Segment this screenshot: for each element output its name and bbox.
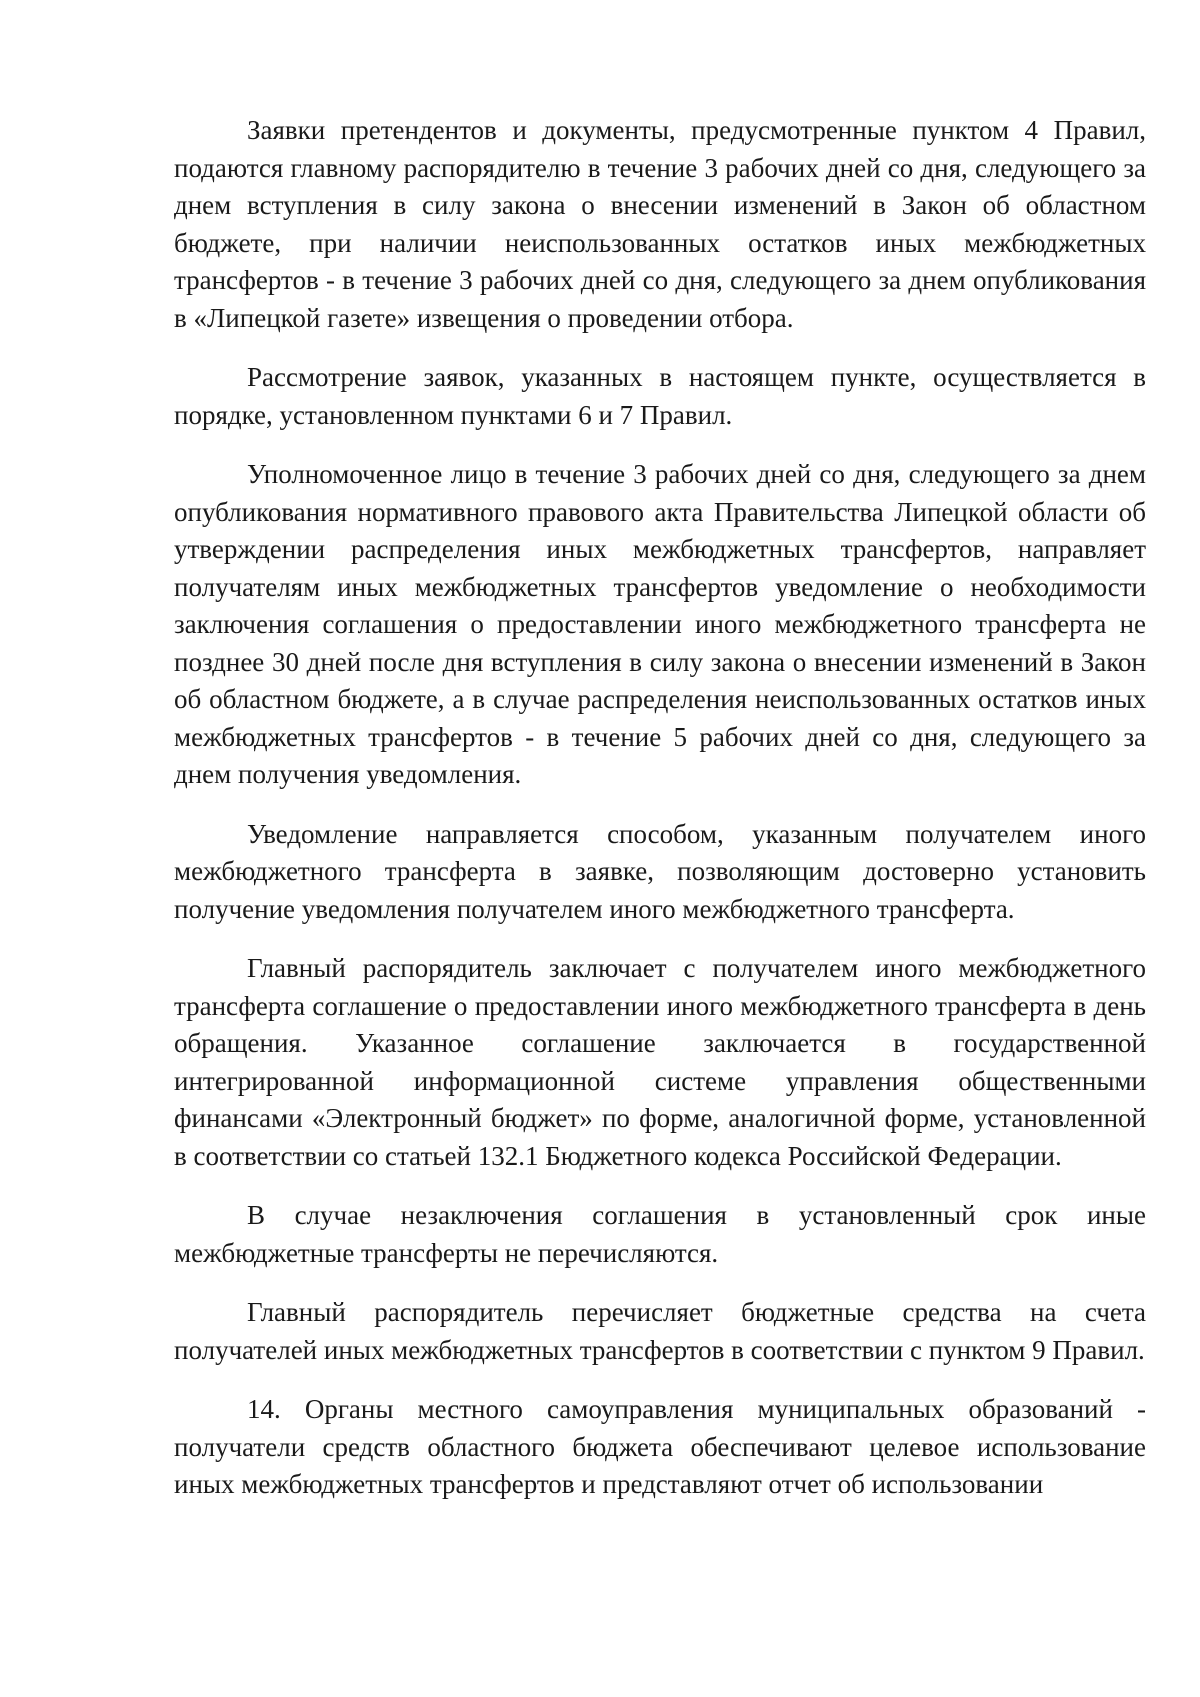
paragraph-funds-transfer: Главный распорядитель перечисляет бюджетные средства на счета получателей иных межбюджетных трансфертов в соответствии с пунктом 9 Правил. bbox=[174, 1297, 1146, 1365]
document-page bbox=[174, 112, 1146, 1504]
paragraph-authorized-person-notice: Уполномоченное лицо в течение 3 рабочих дней со дня, следующего за днем опубликования нормативного правового акта Правительства Липецкой области об утверждении распределения иных межбюджетных трансфертов, направляет получателям иных межбюджетных трансфертов уведомление о необходимости заключения соглашения о предоставлении иного межбюджетного трансферта не позднее 30 дней после дня вступления в силу закона о внесении изменений в Закон об областном бюджете, а в случае распределения неиспользованных остатков иных межбюджетных трансфертов - в течение 5 рабочих дней со дня, следующего за днем получения уведомления. bbox=[174, 459, 1146, 789]
paragraph-notice-method: Уведомление направляется способом, указанным получателем иного межбюджетного трансферта в заявке, позволяющим достоверно установить получение уведомления получателем иного межбюджетного трансферта. bbox=[174, 818, 1146, 924]
paragraph-no-agreement: В случае незаключения соглашения в установленный срок иные межбюджетные трансферты не перечисляются. bbox=[174, 1200, 1146, 1268]
paragraph-applications-submission: Заявки претендентов и документы, предусмотренные пунктом 4 Правил, подаются главному распорядителю в течение 3 рабочих дней со дня, следующего за днем вступления в силу закона о внесении изменений в Закон об областном бюджете, при наличии неиспользованных остатков иных межбюджетных трансфертов - в течение 3 рабочих дней со дня, следующего за днем опубликования в «Липецкой газете» извещения о проведении отбора. bbox=[174, 115, 1146, 333]
paragraph-applications-review: Рассмотрение заявок, указанных в настоящем пункте, осуществляется в порядке, установленном пунктами 6 и 7 Правил. bbox=[174, 362, 1146, 430]
paragraph-item-14: 14. Органы местного самоуправления муниципальных образований - получатели средств областного бюджета обеспечивают целевое использование иных межбюджетных трансфертов и представляют отчет об использовании bbox=[174, 1394, 1146, 1499]
paragraph-agreement-conclusion: Главный распорядитель заключает с получателем иного межбюджетного трансферта соглашение о предоставлении иного межбюджетного трансферта в день обращения. Указанное соглашение заключается в государственной интегрированной информационной системе управления общественными финансами «Электронный бюджет» по форме, аналогичной форме, установленной в соответствии со статьей 132.1 Бюджетного кодекса Российской Федерации. bbox=[174, 953, 1146, 1171]
